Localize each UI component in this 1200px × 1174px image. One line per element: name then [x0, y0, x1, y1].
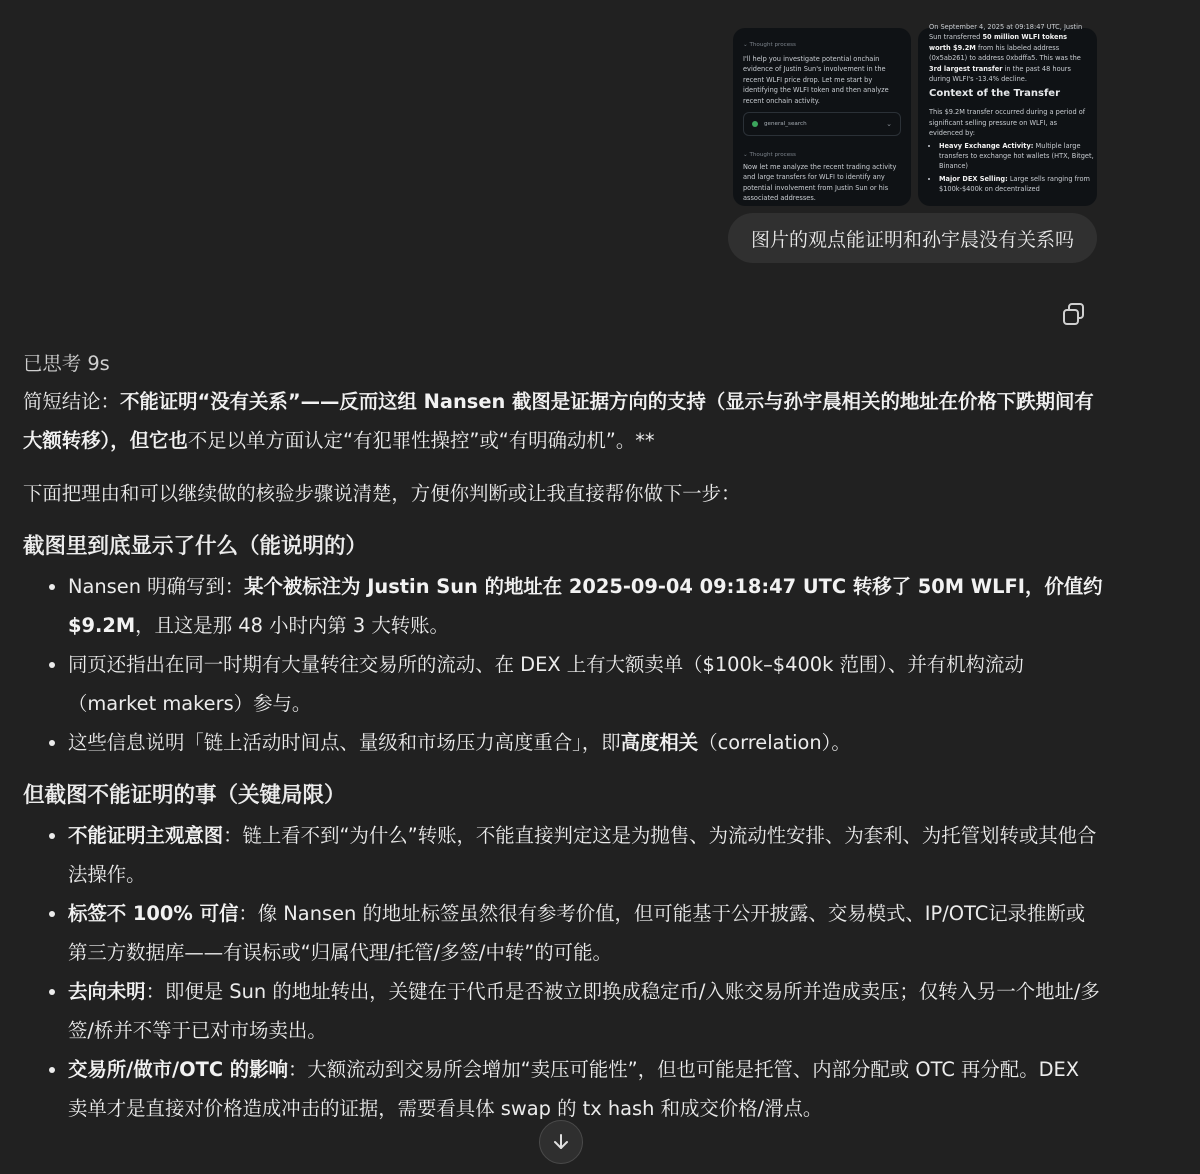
attachment-text: I'll help you investigate potential onchain evidence of Justin Sun's involvement in the recent WLFI price drop. Let me start by identifying the WLFI token and then analyze recent onchain activity.: [743, 55, 889, 105]
section-list: [23, 816, 1103, 1128]
intro-paragraph: 下面把理由和可以继续做的核验步骤说清楚，方便你判断或让我直接帮你做下一步：: [23, 482, 741, 505]
user-message-bubble: [728, 213, 1097, 263]
attachment-image-2[interactable]: [918, 23, 1097, 206]
list-item: • 同页还指出在同一时期有大量转往交易所的流动、在 DEX 上有大额卖单（$100k–$400k 范围）、并有机构流动（market makers）参与。: [68, 645, 1103, 723]
section-list: [23, 567, 1103, 762]
copy-icon: [1060, 300, 1088, 328]
attachment-image-1[interactable]: [733, 28, 911, 206]
section-heading: 但截图不能证明的事（关键局限）: [23, 783, 346, 808]
thought-process-label: ⌄ Thought process: [743, 42, 796, 48]
status-dot-icon: [752, 121, 758, 127]
attachment-heading: Context of the Transfer: [929, 88, 1061, 100]
list-item: • 标签不 100% 可信：像 Nansen 的地址标签虽然很有参考价值，但可能基于公开披露、交易模式、IP/OTC记录推断或第三方数据库——有误标或“归属代理/托管/多签/中转”的可能。: [68, 894, 1103, 972]
section-heading: 截图里到底显示了什么（能说明的）: [23, 534, 368, 559]
attachment-text: Now let me analyze the recent trading activity and large transfers for WLFI to identify any potential involvement from Justin Sun or his associated addresses.: [743, 163, 897, 203]
search-tool-label: general_search: [764, 121, 807, 128]
list-item: • 这些信息说明「链上活动时间点、量级和市场压力高度重合」，即高度相关（correlation）。: [68, 723, 1103, 762]
scroll-to-bottom-button[interactable]: [539, 1120, 583, 1164]
list-item: • Heavy Exchange Activity: Multiple large transfers to exchange hot wallets (HTX, Bitget, Binance): [939, 141, 1097, 172]
user-message-text: 图片的观点能证明和孙宇晨没有关系吗: [750, 228, 1074, 251]
search-tool-pill: [743, 112, 901, 136]
attachment-bullets: [918, 141, 1097, 195]
attachment-thumbnails: [733, 23, 1097, 206]
list-item: • Nansen 明确写到：某个被标注为 Justin Sun 的地址在 2025-09-04 09:18:47 UTC 转移了 50M WLFI，价值约 $9.2M，且这是那 48 小时内第 3 大转账。: [68, 567, 1103, 645]
thought-process-label: ⌄ Thought process: [743, 152, 796, 159]
summary-paragraph: 简短结论：不能证明“没有关系”——反而这组 Nansen 截图是证据方向的支持（显示与孙宇晨相关的地址在价格下跌期间有大额转移），但它也不足以单方面认定“有犯罪性操控”或“有明确动机”。**: [23, 390, 1094, 452]
thought-duration[interactable]: 已思考 9s: [23, 352, 110, 375]
list-item: • Major DEX Selling: Large sells ranging from $100k-$400k on decentralized: [939, 174, 1097, 195]
list-item: • 交易所/做市/OTC 的影响：大额流动到交易所会增加“卖压可能性”，但也可能是托管、内部分配或 OTC 再分配。DEX 卖单才是直接对价格造成冲击的证据，需要看具体 swap 的 tx hash 和成交价格/滑点。: [68, 1050, 1103, 1128]
attachment-text: On September 4, 2025 at 09:18:47 UTC, Justin Sun transferred 50 million WLFI tokens worth $9.2M from his labeled address (0x5ab261) to address 0xbdffa5. This was the 3rd largest transfer in the past 48 hours during WLFI's -13.4% decline.: [929, 23, 1083, 84]
arrow-down-icon: [552, 1133, 570, 1151]
copy-button[interactable]: [1060, 300, 1088, 328]
attachment-text: This $9.2M transfer occurred during a period of significant selling pressure on WLFI, as evidenced by:: [929, 108, 1086, 138]
list-item: • 去向未明：即便是 Sun 的地址转出，关键在于代币是否被立即换成稳定币/入账交易所并造成卖压；仅转入另一个地址/多签/桥并不等于已对市场卖出。: [68, 972, 1103, 1050]
assistant-response: [23, 348, 1103, 1128]
list-item: • 不能证明主观意图：链上看不到“为什么”转账，不能直接判定这是为抛售、为流动性安排、为套利、为托管划转或其他合法操作。: [68, 816, 1103, 894]
chevron-down-icon: ⌄: [886, 120, 892, 129]
